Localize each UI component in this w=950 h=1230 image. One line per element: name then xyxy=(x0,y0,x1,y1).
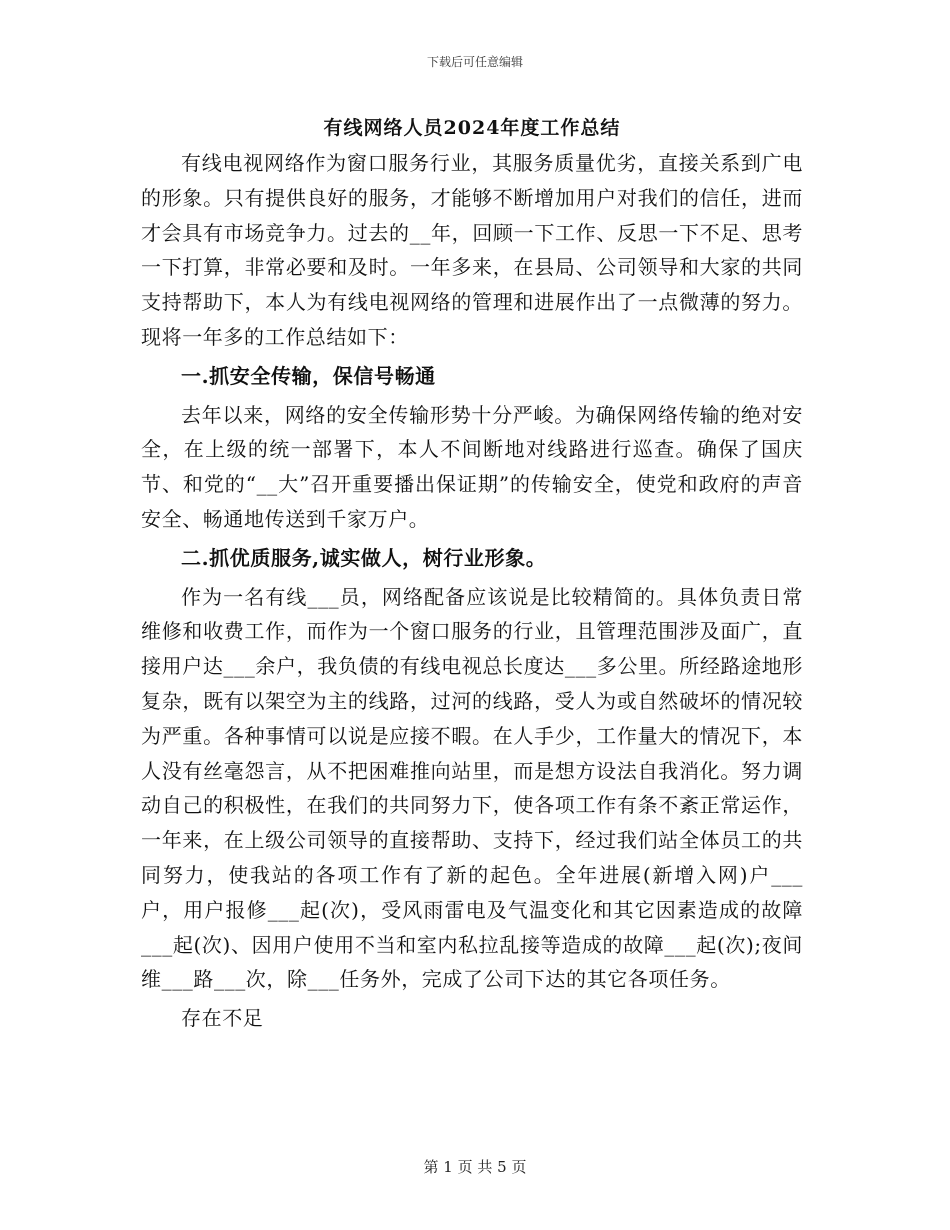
section-3-heading: 存在不足 xyxy=(181,1006,264,1031)
intro-paragraph: 有线电视网络作为窗口服务行业，其服务质量优劣，直接关系到广电的形象。只有提供良好的服务，才能够不断增加用户对我们的信任，进而才会具有市场竞争力。过去的__年，回顾一下工作、反思一下不足、思考一下打算，非常必要和及时。一年多来，在县局、公司领导和大家的共同支持帮助下，本人为有线电视网络的管理和进展作出了一点微薄的努力。现将一年多的工作总结如下： xyxy=(141,151,803,349)
section-2-heading: 二.抓优质服务,诚实做人，树行业形象。 xyxy=(181,545,547,570)
section-1-heading: 一.抓安全传输，保信号畅通 xyxy=(181,363,436,388)
page-number: 第 1 页 共 5 页 xyxy=(423,1158,527,1176)
section-1-paragraph: 去年以来，网络的安全传输形势十分严峻。为确保网络传输的绝对安全，在上级的统一部署下，本人不间断地对线路进行巡查。确保了国庆节、和党的“__大”召开重要播出保证期”的传输安全，使党和政府的声音安全、畅通地传送到千家万户。 xyxy=(141,402,803,531)
section-2-paragraph: 作为一名有线___员，网络配备应该说是比较精简的。具体负责日常维修和收费工作，而作为一个窗口服务的行业，且管理范围涉及面广，直接用户达___余户，我负债的有线电视总长度达___多公里。所经路途地形复杂，既有以架空为主的线路，过河的线路，受人为或自然破坏的情况较为严重。各种事情可以说是应接不暇。在人手少，工作量大的情况下，本人没有丝毫怨言，从不把困难推向站里，而是想方设法自我消化。努力调动自己的积极性，在我们的共同努力下，使各项工作有条不紊正常运作，一年来，在上级公司领导的直接帮助、支持下，经过我们站全体员工的共同努力，使我站的各项工作有了新的起色。全年进展(新增入网)户___户，用户报修___起(次)，受风雨雷电及气温变化和其它因素造成的故障___起(次)、因用户使用不当和室内私拉乱接等造成的故障___起(次);夜间维___路___次，除___任务外，完成了公司下达的其它各项任务。 xyxy=(141,584,803,992)
download-note: 下载后可任意编辑 xyxy=(426,55,523,69)
document-title: 有线网络人员2024年度工作总结 xyxy=(323,117,621,139)
document-body xyxy=(141,112,803,1040)
